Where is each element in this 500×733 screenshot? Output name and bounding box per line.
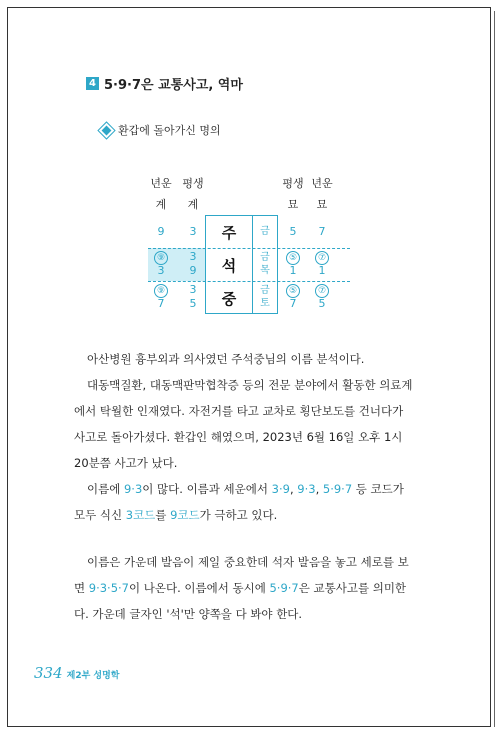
row2-right-year-top: ⑦ [315,251,329,265]
sub-heading-title: 환갑에 돌아가신 명의 [118,124,221,137]
row3-right-life-bottom: 7 [289,297,297,310]
header-lifetime-right: 평생 [282,177,304,190]
row1-element: 금 [260,226,270,237]
row1-right-year: 7 [318,225,326,238]
row2-element-1: 금 [260,252,270,263]
diamond-bullet-icon [102,125,112,135]
paragraph-intro: 아산병원 흉부외과 의사였던 주석중님의 이름 분석이다. [87,352,365,366]
header-lifetime-left: 평생 [182,177,204,190]
row2-left-year-bottom: 3 [157,264,165,277]
name-char-seok: 석 [221,257,237,275]
row2-right-life-bottom: 1 [289,264,297,277]
row3-right-year-bottom: 5 [318,297,326,310]
section-number-badge: 4 [86,77,99,90]
row3-element-2: 토 [260,298,270,309]
row3-right-life-top: ⑤ [286,284,300,298]
header-year-luck-left: 년운 [150,177,172,190]
row3-right-year-top: ⑦ [315,284,329,298]
part-title: 제2부 성명학 [66,671,120,681]
sub-heading [103,122,221,138]
row1-left-life: 3 [189,225,197,238]
paragraph-career: 대동맥질환, 대동맥판막협착증 등의 전문 분야에서 활동한 의료계에서 탁월한 인재였다. 자전거를 타고 교차로 횡단보도를 건너다가 사고로 돌아가셨다. 환갑인 해였으며, 2023년 6월 16일 오후 1시 20분쯤 사고가 났다. [74,378,413,470]
row3-left-year-top: ⑨ [154,284,168,298]
row2-right-year-bottom: 1 [318,264,326,277]
paragraph-codes: 이름에 9·3이 많다. 이름과 세운에서 3·9, 9·3, 5·9·7 등 코드가 모두 식신 3코드를 9코드가 극하고 있다. [74,482,404,522]
sub-header-right-1: 묘 [287,198,299,211]
name-char-jung: 중 [221,290,237,308]
header-year-luck-right: 년운 [311,177,333,190]
row2-left-life-top: 3 [189,250,197,263]
row3-left-life-bottom: 5 [189,297,197,310]
row1-right-life: 5 [289,225,297,238]
sub-header-left-2: 계 [187,198,199,211]
row2-right-life-top: ⑤ [286,251,300,265]
page-number: 334 [34,664,63,682]
page-footer [34,664,120,682]
row2-left-life-bottom: 9 [189,264,197,277]
section-title: 5·9·7은 교통사고, 역마 [104,78,243,93]
sub-header-right-2: 묘 [316,198,328,211]
row2-left-year-top: ⑨ [154,251,168,265]
row2-element-2: 목 [260,265,270,276]
section-heading [86,74,243,93]
paragraph-pronunciation: 이름은 가운데 발음이 제일 중요한데 석자 발음을 놓고 세로를 보면 9·3·5·7이 나온다. 이름에서 동시에 5·9·7은 교통사고를 의미한다. 가운데 글자인 '석'만 양쪽을 다 봐야 한다. [74,555,409,621]
row3-element-1: 금 [260,285,270,296]
sub-header-left-1: 계 [155,198,167,211]
row3-left-year-bottom: 7 [157,297,165,310]
name-char-ju: 주 [221,224,237,242]
row-divider [148,281,350,282]
row3-left-life-top: 3 [189,283,197,296]
row1-left-year: 9 [157,225,165,238]
row-divider [148,248,350,249]
